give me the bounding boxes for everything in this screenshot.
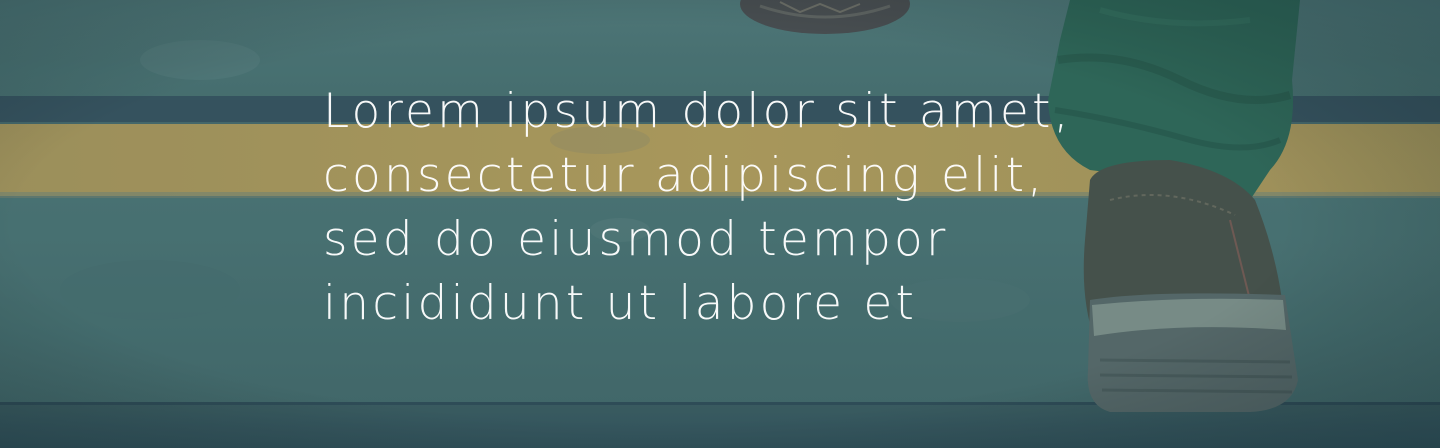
- headline-line: incididunt ut labore et: [323, 276, 918, 331]
- headline-line: sed do eiusmod tempor: [323, 212, 949, 267]
- headline-line: Lorem ipsum dolor sit amet,: [323, 84, 1072, 139]
- headline-line: consectetur adipiscing elit,: [323, 148, 1046, 203]
- hero-headline: [323, 80, 1183, 336]
